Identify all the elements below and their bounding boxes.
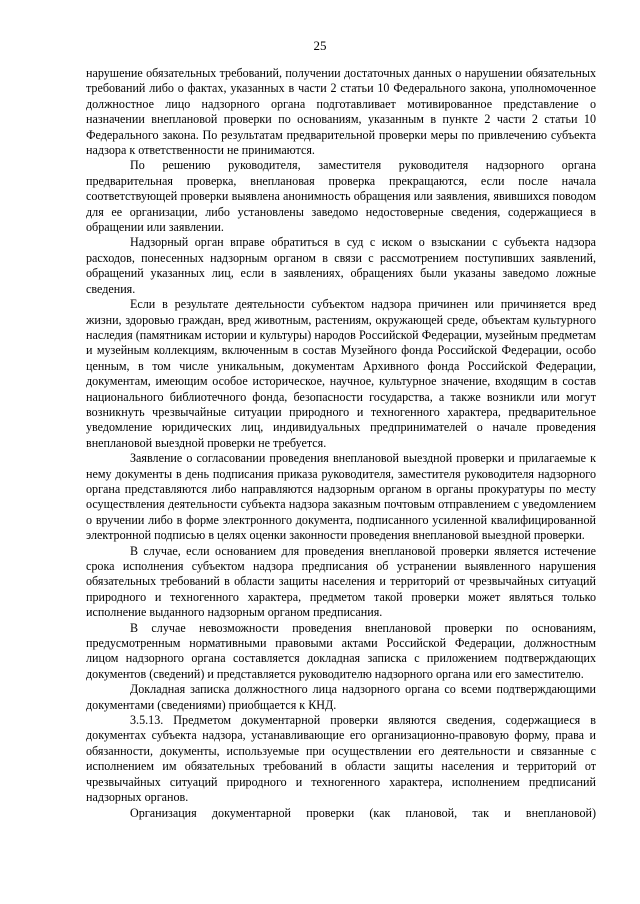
paragraph-court-claim: Надзорный орган вправе обратиться в суд с иском о взыскании с субъекта надзора расходов, понесенных надзорным органом в связи с рассмотрением поступивших заявлений, обращений указанных лиц, если в заявлениях, обращениях были указаны заведомо ложные сведения. bbox=[86, 235, 596, 296]
paragraph-harm-no-notice: Если в результате деятельности субъектом надзора причинен или причиняется вред жизни, здоровью граждан, вред животным, растениям, окружающей среде, объектам культурного наследия (памятникам истории и культуры) народов Российской Федерации, музейным предметам и музейным коллекциям, включенным в состав Музейного фонда Российской Федерации, особо ценным, в том числе уникальным, документам Архивного фонда Российской Федерации, документам, имеющим особое историческое, научное, культурное значение, входящим в состав национального библиотечного фонда, безопасности государства, а также возникли или могут возникнуть чрезвычайные ситуации природного и техногенного характера, предварительное уведомление юридических лиц, индивидуальных предпринимателей о начале проведения внеплановой выездной проверки не требуется. bbox=[86, 297, 596, 450]
paragraph-order-expiry: В случае, если основанием для проведения внеплановой проверки является истечение срока исполнения субъектом надзора предписания об устранении выявленного нарушения обязательных требований в области защиты населения и территорий от чрезвычайных ситуаций природного и техногенного характера, предметом такой проверки может являться только исполнение выданного надзорным органом предписания. bbox=[86, 543, 596, 620]
paragraph-impossibility: В случае невозможности проведения внеплановой проверки по основаниям, предусмотренным нормативными правовыми актами Российской Федерации, должностным лицом надзорного органа составляется докладная записка с приложением подтверждающих документов (сведений) и представляется руководителю надзорного органа или его заместителю. bbox=[86, 620, 596, 681]
paragraph-prosecutor-approval: Заявление о согласовании проведения внеплановой выездной проверки и прилагаемые к нему документы в день подписания приказа руководителя, заместителя руководителя надзорного органа представляются либо направляются надзорным органом в органы прокуратуры по месту осуществления деятельности субъекта надзора заказным почтовым отправлением с уведомлением о вручении либо в форме электронного документа, подписанного усиленной квалифицированной электронной подписью в целях оценки законности проведения внеплановой выездной проверки. bbox=[86, 451, 596, 543]
paragraph-documentary-organization: Организация документарной проверки (как плановой, так и внеплановой) bbox=[130, 805, 596, 820]
paragraph-termination-anonymity: По решению руководителя, заместителя руководителя надзорного органа предварительная проверка, внеплановая проверка прекращаются, если после начала соответствующей проверки выявлена анонимность обращения или заявления, явившихся поводом для ее организации, либо установлены заведомо недостоверные сведения, содержащиеся в обращении или заявлении. bbox=[86, 158, 596, 235]
paragraph-memo-attached: Докладная записка должностного лица надзорного органа со всеми подтверждающими документами (сведениями) приобщается к КНД. bbox=[86, 682, 596, 712]
document-body bbox=[86, 66, 596, 821]
paragraph-continuation: нарушение обязательных требований, получении достаточных данных о нарушении обязательных требований либо о фактах, указанных в части 2 статьи 10 Федерального закона, уполномоченное должностное лицо надзорного органа подготавливает мотивированное представление о назначении внеплановой проверки по основаниям, указанным в пункте 2 части 2 статьи 10 Федерального закона. По результатам предварительной проверки меры по привлечению субъекта надзора к ответственности не принимаются. bbox=[86, 66, 596, 158]
page-number: 25 bbox=[313, 38, 327, 53]
paragraph-documentary-subject: 3.5.13. Предметом документарной проверки являются сведения, содержащиеся в документах субъекта надзора, устанавливающие его организационно-правовую форму, права и обязанности, документы, используемые при осуществлении его деятельности и связанные с исполнением им обязательных требований в области защиты населения и территорий от чрезвычайных ситуаций природного и техногенного характера, исполнением предписаний надзорных органов. bbox=[86, 713, 596, 805]
